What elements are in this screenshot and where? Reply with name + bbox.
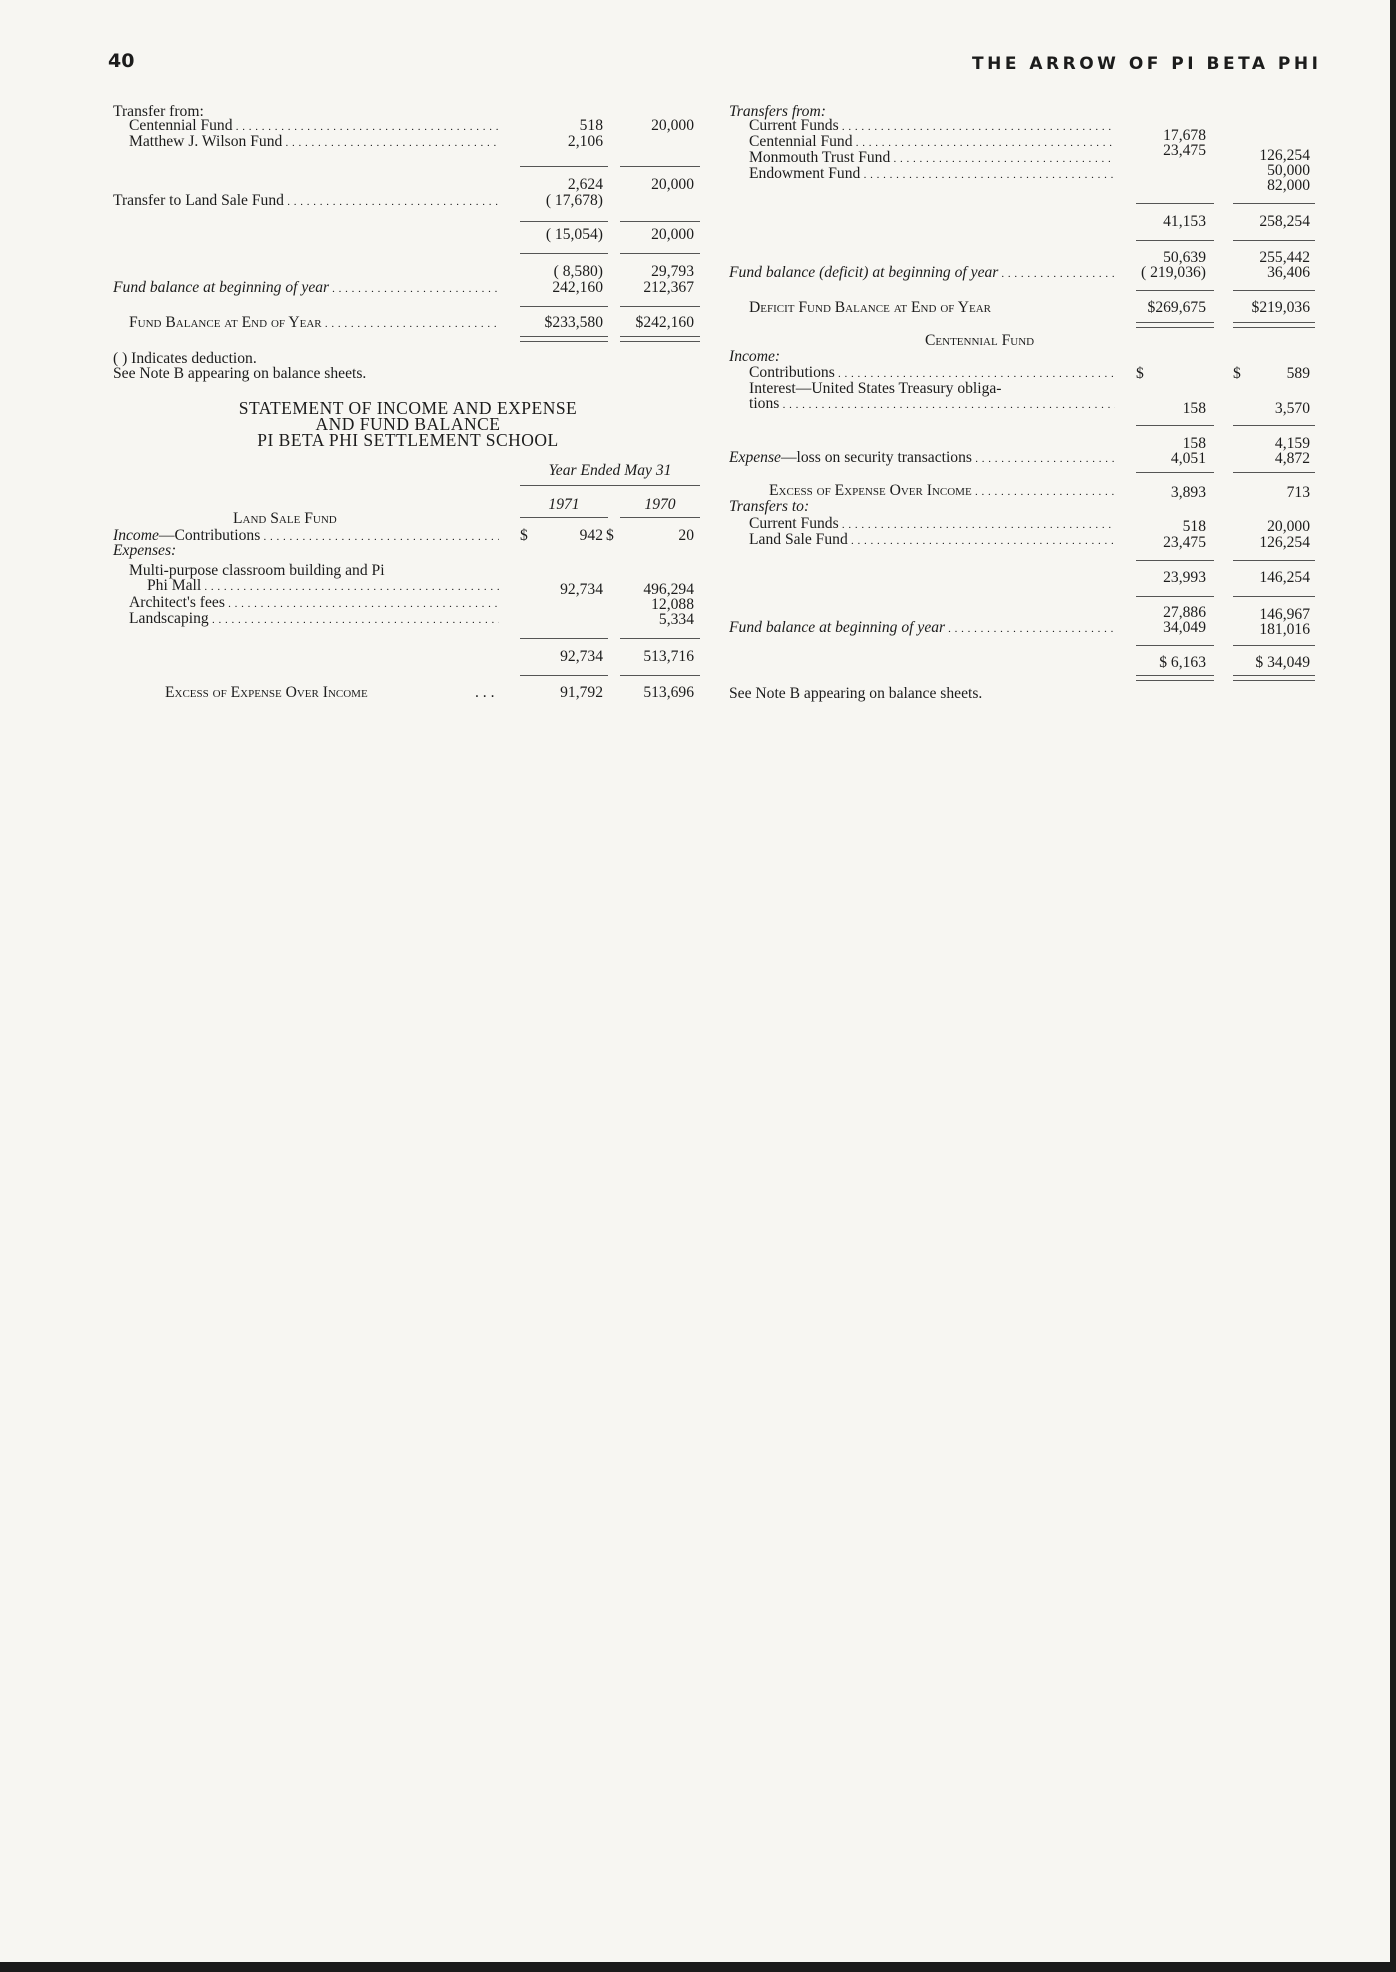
statement-title-line-1: STATEMENT OF INCOME AND EXPENSE	[238, 398, 578, 418]
fund-end-1970: $242,160	[635, 314, 694, 331]
centennial-1970-right: 126,254	[1259, 147, 1310, 164]
current-funds-label: Current Funds . . .	[749, 118, 1115, 135]
rule	[1233, 425, 1315, 426]
excess-label-left: Excess of Expense Over Income	[165, 684, 368, 701]
rule	[1136, 560, 1214, 561]
fund-begin-1970-right: 181,016	[1259, 621, 1310, 638]
fund-begin-1970: 212,367	[643, 279, 694, 296]
land-sale-1970: 126,254	[1259, 534, 1310, 551]
rule	[1136, 240, 1214, 241]
rule	[620, 675, 700, 676]
endowment-1970: 82,000	[1267, 177, 1310, 194]
net-1971: ( 15,054)	[545, 226, 603, 243]
interest-1970: 3,570	[1274, 400, 1310, 417]
expense-total-1970: 513,716	[643, 648, 694, 665]
transfers-total-1970: 146,254	[1259, 569, 1310, 586]
dollar-sign: $	[1136, 365, 1144, 382]
contributions-label-right: Contributions . . .	[749, 365, 1115, 382]
contributions-1970: 589	[1286, 365, 1310, 382]
rule	[1136, 645, 1214, 646]
deficit-end-1970: $219,036	[1251, 299, 1310, 316]
architect-1970: 12,088	[651, 596, 694, 613]
rule	[1233, 290, 1315, 291]
rule	[1136, 425, 1214, 426]
fund-end-1970-right: $ 34,049	[1255, 654, 1310, 671]
landscaping-1970: 5,334	[658, 611, 694, 628]
double-rule	[1233, 675, 1315, 681]
double-rule	[1233, 322, 1315, 328]
net-1970-right: 255,442	[1259, 249, 1310, 266]
income-label-right: Income:	[729, 348, 781, 365]
monmouth-1970: 50,000	[1267, 162, 1310, 179]
rule	[620, 306, 700, 307]
rule	[1233, 645, 1315, 646]
rule	[1233, 596, 1315, 597]
endowment-label: Endowment Fund . . .	[749, 166, 1115, 183]
rule	[1233, 203, 1315, 204]
excess-label-right: Excess of Expense Over Income . . .	[769, 483, 1115, 500]
net-1970: 20,000	[651, 226, 694, 243]
rule	[620, 221, 700, 222]
monmouth-label: Monmouth Trust Fund . . .	[749, 150, 1115, 167]
contributions-label: —Contributions	[158, 528, 261, 544]
double-rule	[1136, 322, 1214, 328]
sum-1971: 41,153	[1163, 213, 1206, 230]
rule	[1233, 560, 1315, 561]
rule	[620, 638, 700, 639]
income-1971: 942	[579, 527, 603, 544]
expense-loss-label	[729, 450, 1115, 467]
centennial-1971: 518	[579, 117, 603, 134]
excess-dots: . . .	[475, 684, 495, 701]
change-1971: ( 8,580)	[553, 263, 603, 280]
architect-fees-label: Architect's fees . . .	[129, 595, 499, 612]
multi-purpose-label-2: Phi Mall . . .	[147, 578, 499, 595]
year-1970-heading: 1970	[644, 496, 676, 513]
rule	[520, 675, 608, 676]
rule	[620, 166, 700, 167]
fund-begin-1971: 242,160	[552, 279, 603, 296]
double-rule	[620, 336, 700, 342]
deficit-end-label: Deficit Fund Balance at End of Year	[749, 299, 991, 316]
year-1971-heading: 1971	[548, 496, 580, 513]
expense-1970: 4,872	[1274, 450, 1310, 467]
excess-1971-right: 3,893	[1170, 484, 1206, 501]
rule	[1136, 203, 1214, 204]
interest-label-2: tions . . .	[749, 396, 1115, 413]
expenses-label: Expenses:	[113, 542, 177, 559]
sum-1970: 258,254	[1259, 213, 1310, 230]
excess-1970: 513,696	[643, 684, 694, 701]
interest-1971: 158	[1182, 400, 1206, 417]
dollar-sign: $	[520, 527, 528, 544]
change-1970-right: 146,967	[1259, 606, 1310, 623]
fund-end-1971-right: $ 6,163	[1159, 654, 1206, 671]
rule	[520, 638, 608, 639]
landscaping-label: Landscaping . . .	[129, 611, 499, 628]
current-1971: 17,678	[1163, 127, 1206, 144]
dollar-sign: $	[1233, 365, 1241, 382]
rule	[1136, 472, 1214, 473]
rule	[620, 517, 700, 518]
expense-label: Expense	[729, 450, 781, 466]
income-total-1971: 158	[1182, 435, 1206, 452]
rule	[1233, 472, 1315, 473]
land-sale-label-right: Land Sale Fund . . .	[749, 532, 1115, 549]
multi-purpose-1971: 92,734	[560, 581, 603, 598]
double-rule	[1136, 675, 1214, 681]
deficit-begin-1970: 36,406	[1267, 264, 1310, 281]
transfer-to-land-1971: ( 17,678)	[545, 192, 603, 209]
excess-1970-right: 713	[1286, 484, 1310, 501]
deficit-end-1971: $269,675	[1147, 299, 1206, 316]
year-ended-heading: Year Ended May 31	[548, 462, 672, 479]
subtotal-1971: 2,624	[567, 176, 603, 193]
rule	[1233, 240, 1315, 241]
expense-total-1971: 92,734	[560, 648, 603, 665]
net-1971-right: 50,639	[1163, 249, 1206, 266]
double-rule	[520, 336, 608, 342]
current-funds-to-label: Current Funds . . .	[749, 516, 1115, 533]
multi-purpose-label-1: Multi-purpose classroom building and Pi	[129, 562, 385, 579]
transfers-from-label: Transfers from:	[729, 103, 826, 120]
income-total-1970: 4,159	[1274, 435, 1310, 452]
fund-begin-1971-right: 34,049	[1163, 619, 1206, 636]
wilson-fund-label: Matthew J. Wilson Fund . . .	[129, 134, 499, 151]
land-sale-fund-heading: Land Sale Fund	[233, 510, 337, 527]
rule	[1136, 290, 1214, 291]
statement-title-line-3: PI BETA PHI SETTLEMENT SCHOOL	[257, 430, 559, 450]
rule	[520, 517, 608, 518]
rule	[520, 485, 700, 486]
interest-label-1: Interest—United States Treasury obliga-	[749, 380, 1002, 397]
income-label: Income	[113, 528, 159, 544]
transfers-total-1971: 23,993	[1163, 569, 1206, 586]
rule	[520, 253, 608, 254]
centennial-1971-right: 23,475	[1163, 142, 1206, 159]
statement-title-line-2: AND FUND BALANCE	[315, 414, 501, 434]
transfers-to-label: Transfers to:	[729, 498, 810, 515]
note-b-left: See Note B appearing on balance sheets.	[113, 365, 367, 382]
dollar-sign: $	[606, 527, 614, 544]
excess-1971: 91,792	[560, 684, 603, 701]
fund-begin-label-right: Fund balance at beginning of year . . .	[729, 620, 1115, 637]
fund-begin-label: Fund balance at beginning of year . . .	[113, 280, 499, 297]
transfer-to-land-label: Transfer to Land Sale Fund . . .	[113, 193, 499, 210]
rule	[520, 221, 608, 222]
expense-1971: 4,051	[1170, 450, 1206, 467]
multi-purpose-1970: 496,294	[643, 581, 694, 598]
fund-end-1971: $233,580	[544, 314, 603, 331]
fund-deficit-begin-label: Fund balance (deficit) at beginning of year . . .	[729, 265, 1115, 282]
change-1971-right: 27,886	[1163, 604, 1206, 621]
note-b-right: See Note B appearing on balance sheets.	[729, 685, 983, 702]
running-title: THE ARROW OF PI BETA PHI	[972, 54, 1322, 74]
rule	[1136, 596, 1214, 597]
transfer-from-label: Transfer from:	[113, 103, 204, 120]
income-1970: 20	[678, 527, 694, 544]
centennial-fund-heading: Centennial Fund	[925, 332, 1035, 349]
current-to-1971: 518	[1182, 518, 1206, 535]
centennial-fund-label-right: Centennial Fund . . .	[749, 134, 1115, 151]
page-number: 40	[108, 50, 135, 72]
rule	[520, 166, 608, 167]
rule	[520, 306, 608, 307]
centennial-fund-label: Centennial Fund . . .	[129, 118, 499, 135]
change-1970: 29,793	[651, 263, 694, 280]
loss-label: —loss on security transactions	[780, 450, 972, 466]
note-deduction: ( ) Indicates deduction.	[113, 350, 257, 367]
subtotal-1970: 20,000	[651, 176, 694, 193]
rule	[620, 253, 700, 254]
current-to-1970: 20,000	[1267, 518, 1310, 535]
deficit-begin-1971: ( 219,036)	[1141, 264, 1206, 281]
centennial-1970: 20,000	[651, 117, 694, 134]
land-sale-1971: 23,475	[1163, 534, 1206, 551]
fund-end-label: Fund Balance at End of Year . . .	[129, 315, 499, 332]
wilson-1971: 2,106	[567, 133, 603, 150]
